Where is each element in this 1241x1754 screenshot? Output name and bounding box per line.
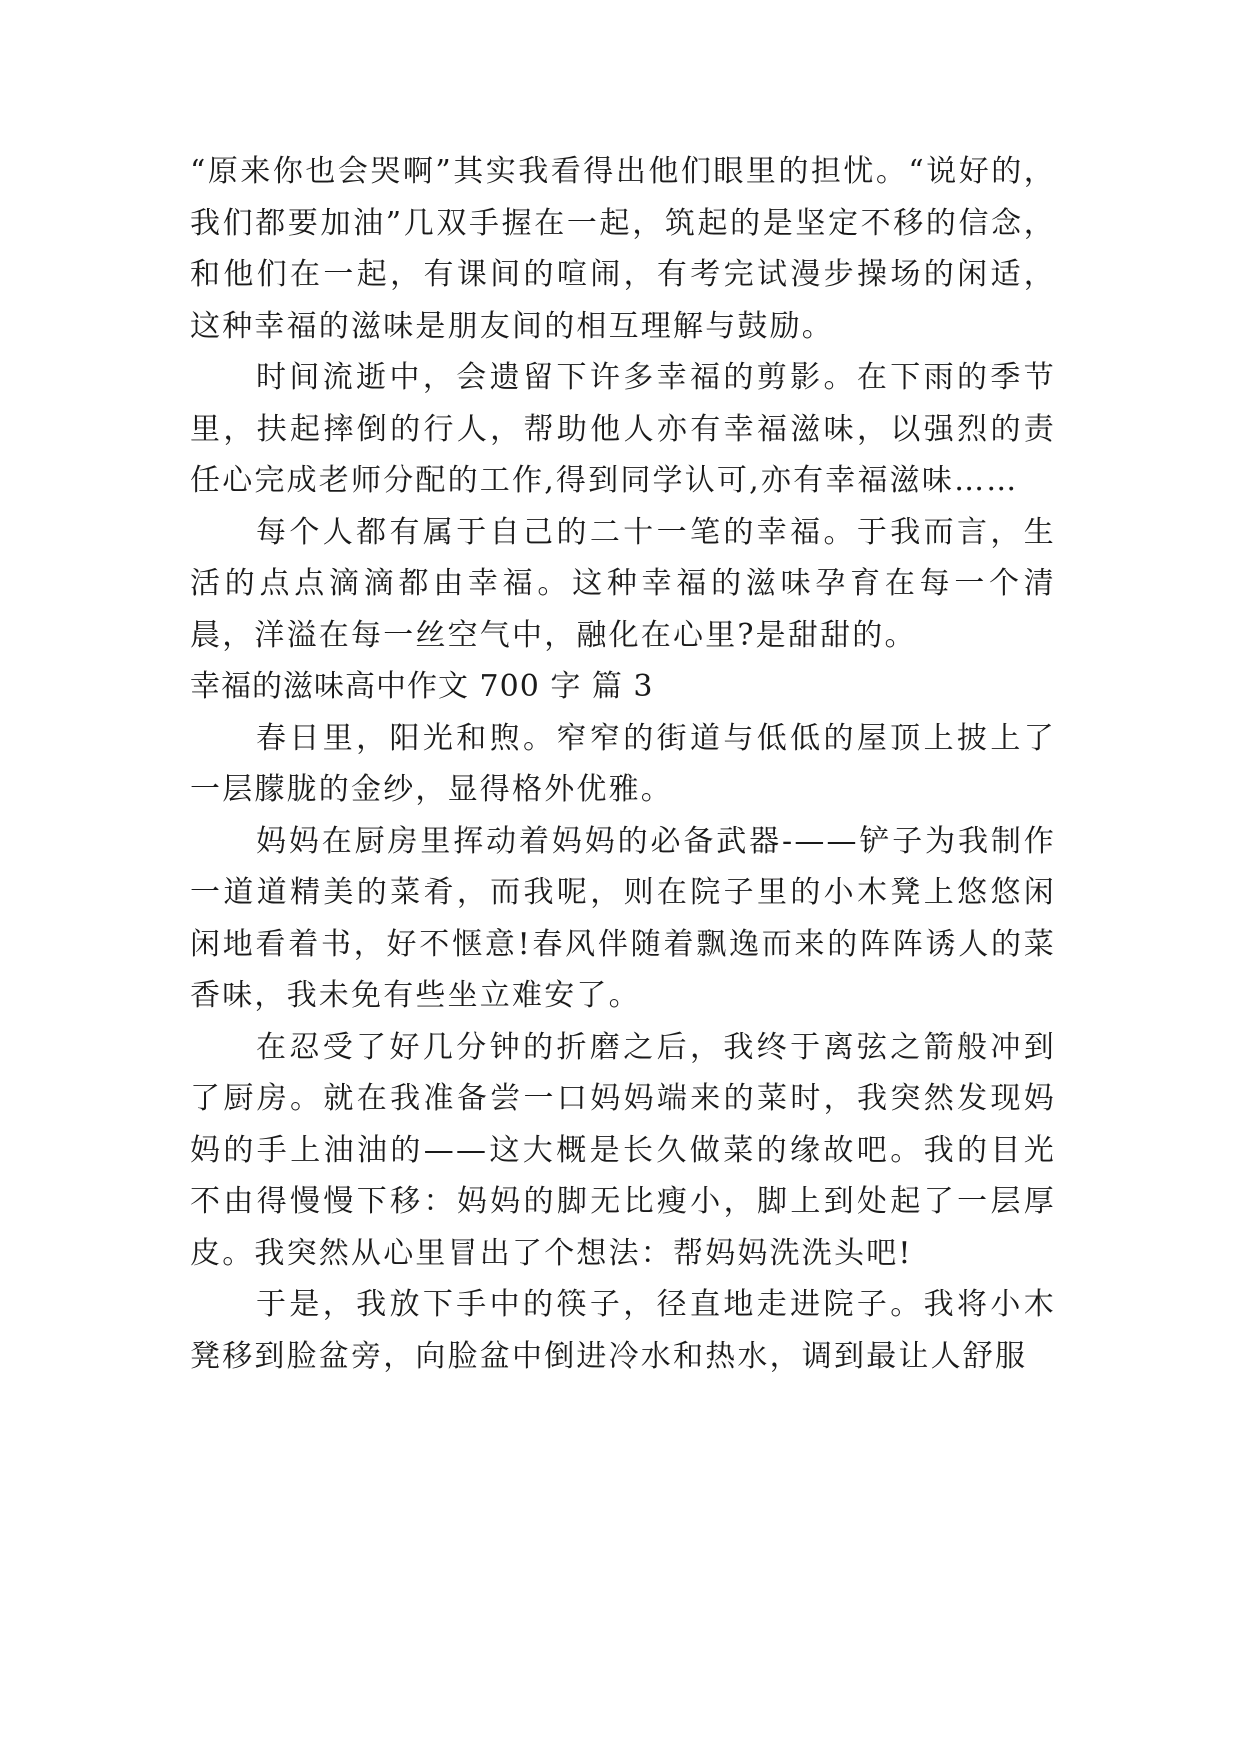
paragraph-4: 春日里，阳光和煦。窄窄的街道与低低的屋顶上披上了一层朦胧的金纱，显得格外优雅。 bbox=[190, 720, 1056, 807]
paragraph-6: 在忍受了好几分钟的折磨之后，我终于离弦之箭般冲到了厨房。就在我准备尝一口妈妈端来的菜时，我突然发现妈妈的手上油油的——这大概是长久做菜的缘故吧。我的目光不由得慢慢下移：妈妈的脚无比瘦小，脚上到处起了一层厚皮。我突然从心里冒出了个想法：帮妈妈洗洗头吧! bbox=[190, 1029, 1056, 1271]
paragraph-5: 妈妈在厨房里挥动着妈妈的必备武器-——铲子为我制作一道道精美的菜肴，而我呢，则在院子里的小木凳上悠悠闲闲地看着书，好不惬意!春风伴随着飘逸而来的阵阵诱人的菜香味，我未免有些坐立难安了。 bbox=[190, 823, 1056, 1013]
paragraph-2: 时间流逝中，会遗留下许多幸福的剪影。在下雨的季节里，扶起摔倒的行人，帮助他人亦有幸福滋味，以强烈的责任心完成老师分配的工作,得到同学认可,亦有幸福滋味…… bbox=[190, 360, 1056, 498]
document-page bbox=[190, 146, 1056, 1382]
section-heading: 幸福的滋味高中作文 700 字 篇 3 bbox=[190, 669, 654, 704]
paragraph-7: 于是，我放下手中的筷子，径直地走进院子。我将小木凳移到脸盆旁，向脸盆中倒进冷水和热水，调到最让人舒服 bbox=[190, 1287, 1056, 1374]
paragraph-1: “原来你也会哭啊”其实我看得出他们眼里的担忧。“说好的，我们都要加油”几双手握在一起，筑起的是坚定不移的信念，和他们在一起，有课间的喧闹，有考完试漫步操场的闲适，这种幸福的滋味是朋友间的相互理解与鼓励。 bbox=[190, 154, 1056, 344]
paragraph-3: 每个人都有属于自己的二十一笔的幸福。于我而言，生活的点点滴滴都由幸福。这种幸福的滋味孕育在每一个清晨，洋溢在每一丝空气中，融化在心里?是甜甜的。 bbox=[190, 514, 1056, 653]
